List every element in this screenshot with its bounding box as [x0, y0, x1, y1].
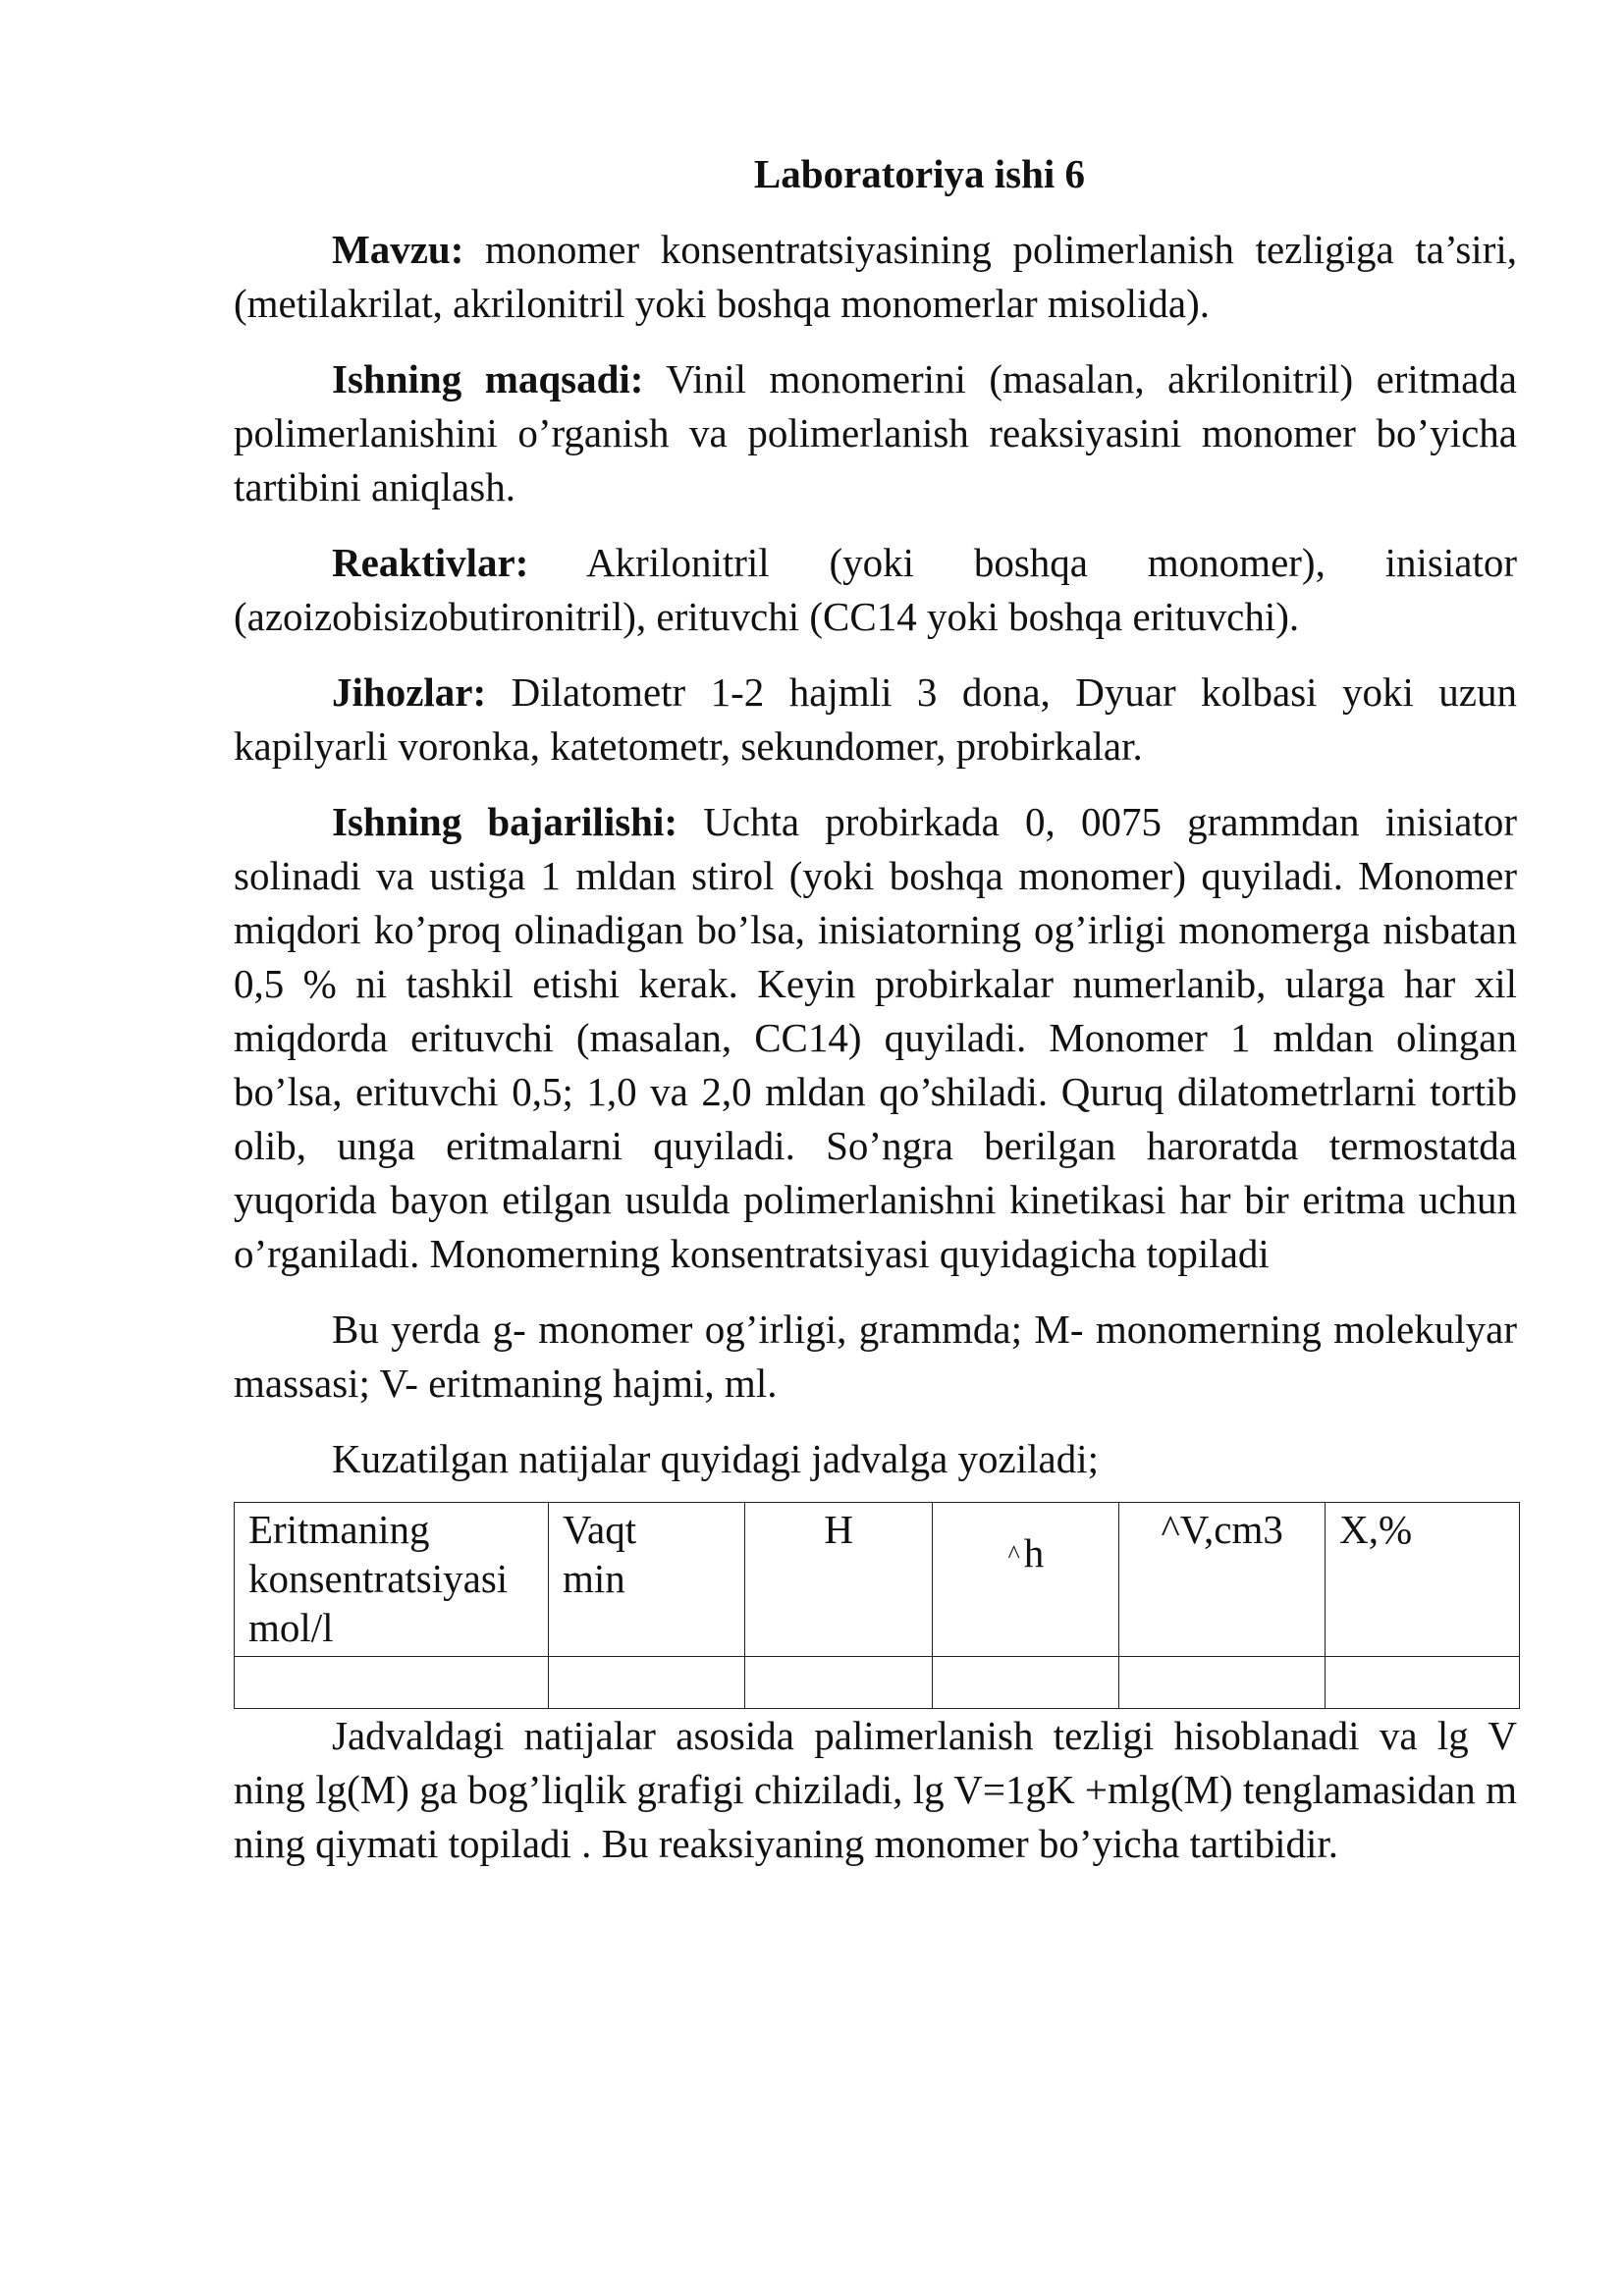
procedure-paragraph	[234, 795, 1517, 1281]
procedure-text: Uchta probirkada 0, 0075 grammdan inisiator solinadi va ustiga 1 mldan stirol (yoki boshqa monomer) quyiladi. Monomer miqdori ko’proq olinadigan bo’lsa, inisiatorning og’irligi monomerga nisbatan 0,5 % ni tashkil etishi kerak. Keyin probirkalar numerlanib, ularga har xil miqdorda erituvchi (masalan, CC14) quyiladi. Monomer 1 mldan olingan bo’lsa, erituvchi 0,5; 1,0 va 2,0 mldan qo’shiladi. Quruq dilatometrlarni tortib olib, unga eritmalarni quyiladi. So’ngra berilgan haroratda termostatda yuqorida bayon etilgan usulda polimerlanishni kinetikasi har bir eritma uchun o’rganiladi. Monomerning konsentratsiyasi quyidagicha topiladi	[234, 799, 1517, 1276]
reagents-paragraph	[234, 536, 1517, 644]
topic-text: monomer konsentratsiyasining polimerlanish tezligiga ta’siri, (metilakrilat, akrilonitril yoki boshqa monomerlar misolida).	[234, 227, 1517, 326]
table-intro: Kuzatilgan natijalar quyidagi jadvalga yoziladi;	[332, 1436, 1100, 1481]
table-row	[235, 1657, 1520, 1709]
header-conversion: X,%	[1326, 1503, 1520, 1657]
conclusion-paragraph: Jadvaldagi natijalar asosida palimerlanish tezligi hisoblanadi va lg V ning lg(M) ga bog’liqlik grafigi chiziladi, lg V=1gK +mlg(M) tenglamasidan m ning qiymati topiladi . Bu reaksiyaning monomer bo’yicha tartibidir.	[234, 1713, 1517, 1866]
document-page	[234, 147, 1517, 1893]
header-time: Vaqt min	[548, 1503, 744, 1657]
equipment-text: Dilatometr 1-2 hajmli 3 dona, Dyuar kolbasi yoki uzun kapilyarli voronka, katetometr, sekundomer, probirkalar.	[234, 669, 1517, 769]
header-concentration: Eritmaning konsentratsiyasi mol/l	[235, 1503, 549, 1657]
table-header-row	[235, 1503, 1520, 1657]
table-cell	[1119, 1657, 1326, 1709]
variables-paragraph: Bu yerda g- monomer og’irligi, grammda; M- monomerning molekulyar massasi; V- eritmaning hajmi, ml.	[234, 1307, 1517, 1406]
results-table	[234, 1502, 1520, 1709]
table-cell	[1326, 1657, 1520, 1709]
table-cell	[548, 1657, 744, 1709]
table-cell	[933, 1657, 1119, 1709]
reagents-text: Akrilonitril (yoki boshqa monomer), inisiator (azoizobisizobutironitril), erituvchi (CC14 yoki boshqa erituvchi).	[234, 540, 1517, 639]
header-delta-h: ^h	[933, 1503, 1119, 1657]
reagents-label: Reaktivlar:	[332, 540, 529, 585]
topic-paragraph	[234, 223, 1517, 331]
procedure-label: Ishning bajarilishi:	[332, 799, 678, 844]
equipment-label: Jihozlar:	[332, 669, 487, 715]
header-delta-v: ^V,cm3	[1119, 1503, 1326, 1657]
table-cell	[744, 1657, 933, 1709]
header-h: H	[744, 1503, 933, 1657]
goal-paragraph	[234, 352, 1517, 514]
goal-label: Ishning maqsadi:	[332, 356, 644, 401]
equipment-paragraph	[234, 666, 1517, 774]
page-title: Laboratoriya ishi 6	[753, 151, 1086, 196]
table-cell	[235, 1657, 549, 1709]
goal-text: Vinil monomerini (masalan, akrilonitril) eritmada polimerlanishini o’rganish va polimerlanish reaksiyasini monomer bo’yicha tartibini aniqlash.	[234, 356, 1518, 509]
topic-label: Mavzu:	[332, 227, 464, 272]
